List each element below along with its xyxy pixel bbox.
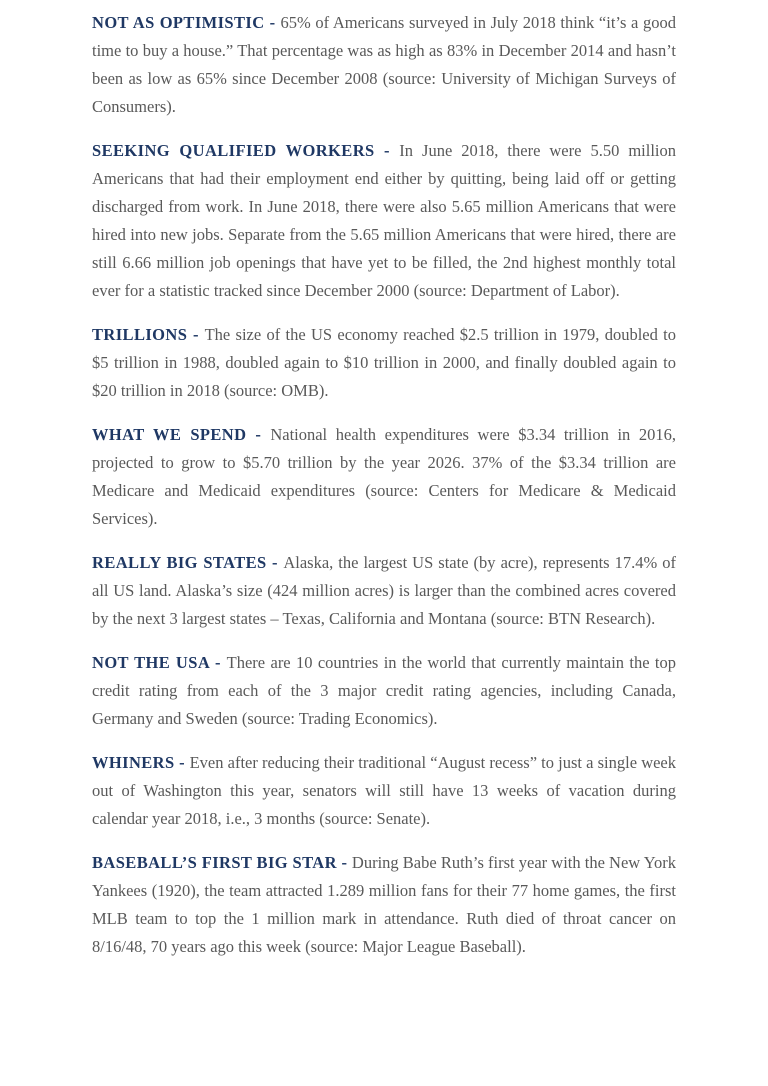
fact-heading: SEEKING QUALIFIED WORKERS - bbox=[92, 141, 400, 160]
fact-body: Even after reducing their traditional “August recess” to just a single week out of Washington this year, senators will still have 13 weeks of vacation during calendar year 2018, i.e., 3 months (source: Senate). bbox=[92, 753, 677, 828]
fact-body: 65% of Americans surveyed in July 2018 think “it’s a good time to buy a house.” That percentage was as high as 83% in December 2014 and hasn’t been as low as 65% since December 2008 (source: University of Michigan Surveys of Consumers). bbox=[92, 13, 676, 116]
fact-heading: BASEBALL’S FIRST BIG STAR - bbox=[92, 853, 352, 872]
fact-body: In June 2018, there were 5.50 million Americans that had their employment end either by quitting, being laid off or getting discharged from work. In June 2018, there were also 5.65 million Americans that were hired into new jobs. Separate from the 5.65 million Americans that were hired, there are still 6.66 million job openings that have yet to be filled, the 2nd highest monthly total ever for a statistic tracked since December 2000 (source: Department of Labor). bbox=[92, 141, 676, 300]
fact-body: National health expenditures were $3.34 trillion in 2016, projected to grow to $5.70 trillion by the year 2026. 37% of the $3.34 trillion are Medicare and Medicaid expenditures (source: Centers for Medicare & Medicaid Services). bbox=[92, 425, 676, 528]
fact-heading: TRILLIONS - bbox=[92, 325, 205, 344]
fact-heading: WHINERS - bbox=[92, 753, 190, 772]
fact-heading: REALLY BIG STATES - bbox=[92, 553, 284, 572]
fact-paragraph-whiners bbox=[92, 749, 676, 833]
fact-paragraph-really-big-states bbox=[92, 549, 676, 633]
fact-paragraph-what-we-spend bbox=[92, 421, 676, 533]
fact-heading: NOT THE USA - bbox=[92, 653, 227, 672]
fact-paragraph-not-as-optimistic bbox=[92, 9, 676, 121]
fact-paragraph-seeking-qualified-workers bbox=[92, 137, 676, 305]
fact-body: There are 10 countries in the world that currently maintain the top credit rating from each of the 3 major credit rating agencies, including Canada, Germany and Sweden (source: Trading Economics). bbox=[92, 653, 676, 728]
fact-paragraph-not-the-usa bbox=[92, 649, 676, 733]
fact-body: Alaska, the largest US state (by acre), represents 17.4% of all US land. Alaska’s size (424 million acres) is larger than the combined acres covered by the next 3 largest states – Texas, California and Montana (source: BTN Research). bbox=[92, 553, 676, 628]
fact-paragraph-baseballs-first-big-star bbox=[92, 849, 676, 961]
fact-heading: NOT AS OPTIMISTIC - bbox=[92, 13, 281, 32]
fact-body: During Babe Ruth’s first year with the New York Yankees (1920), the team attracted 1.289 million fans for their 77 home games, the first MLB team to top the 1 million mark in attendance. Ruth died of throat cancer on 8/16/48, 70 years ago this week (source: Major League Baseball). bbox=[92, 853, 676, 956]
fact-paragraph-trillions bbox=[92, 321, 676, 405]
fact-heading: WHAT WE SPEND - bbox=[92, 425, 271, 444]
fact-body: The size of the US economy reached $2.5 trillion in 1979, doubled to $5 trillion in 1988, doubled again to $10 trillion in 2000, and finally doubled again to $20 trillion in 2018 (source: OMB). bbox=[92, 325, 676, 400]
